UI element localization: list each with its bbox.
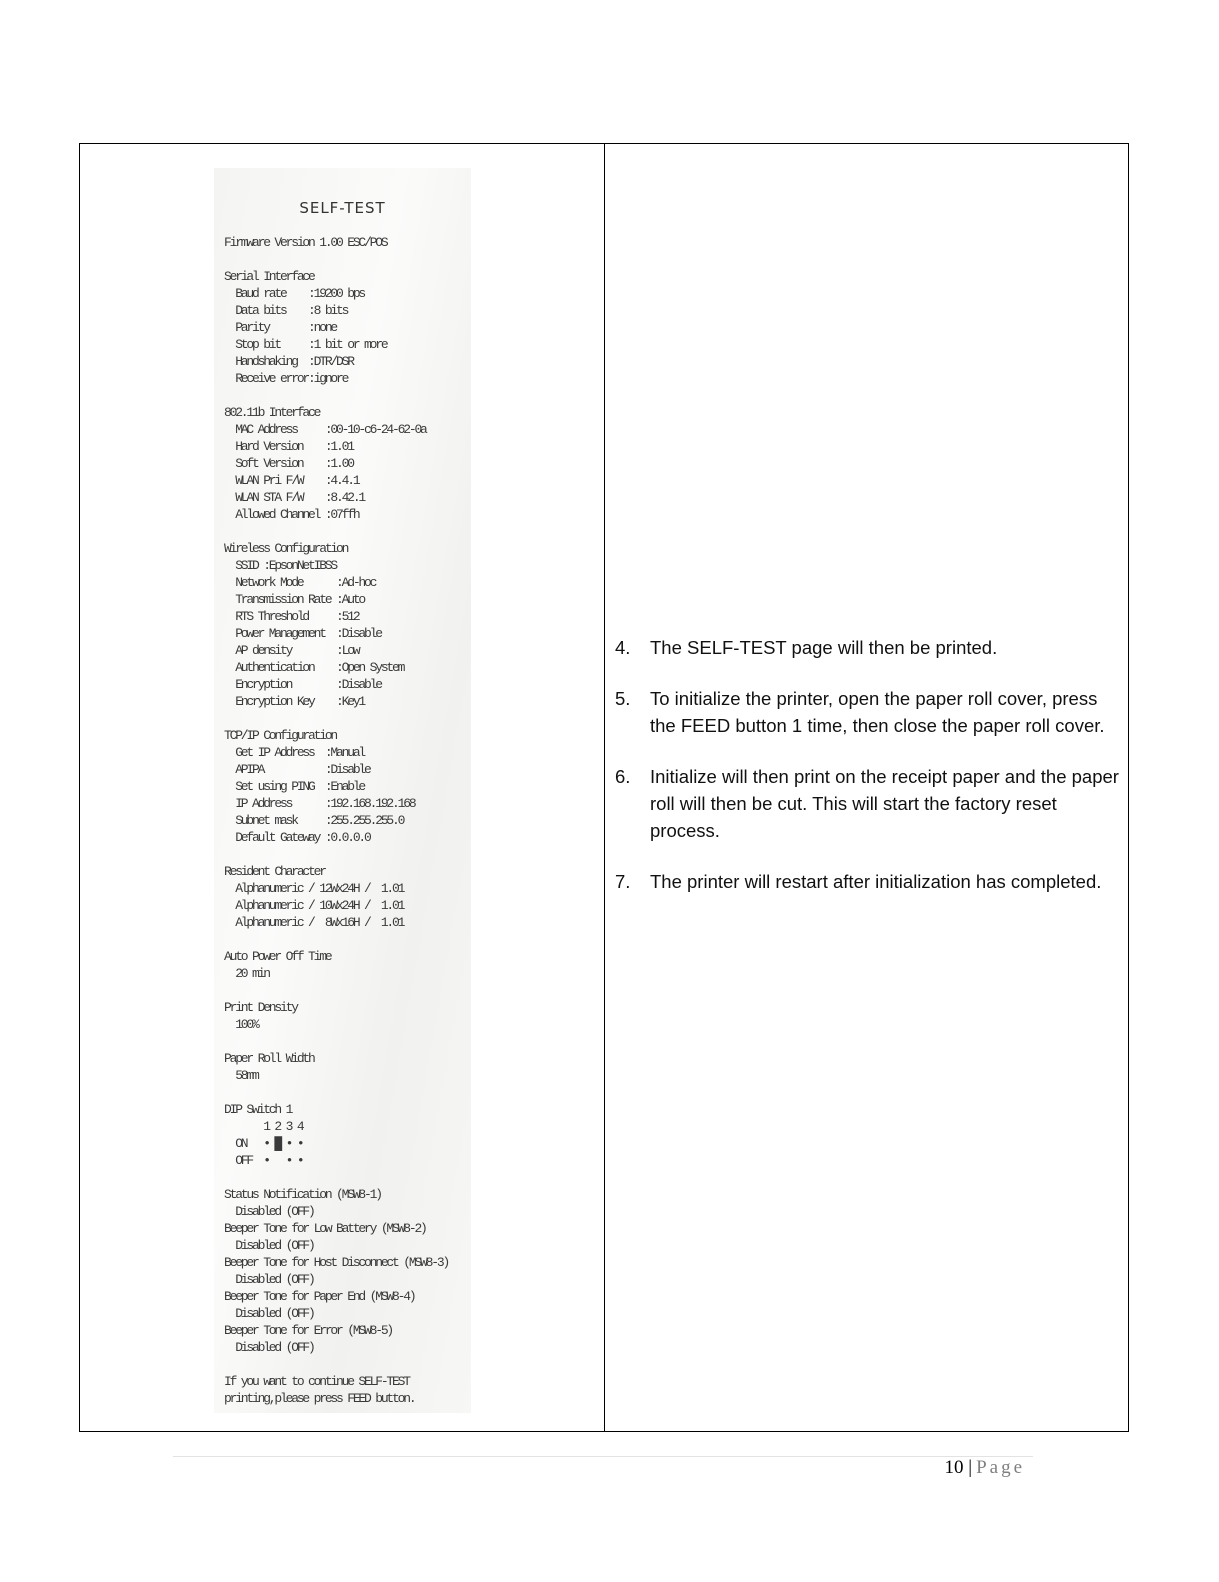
receipt-line: Beeper Tone for Low Battery (MSW8-2): [224, 1221, 426, 1236]
receipt-line: Encryption :Disable: [224, 677, 381, 692]
receipt-line: Alphanumeric / 10Wx24H / 1.01: [224, 898, 404, 913]
receipt-line: Auto Power Off Time: [224, 949, 331, 964]
receipt-line: Disabled (OFF): [224, 1238, 314, 1253]
page-footer: [945, 1457, 1026, 1479]
receipt-section: [224, 1101, 448, 1169]
receipt-section: [224, 1373, 448, 1407]
receipt-body: [224, 234, 448, 1424]
receipt-line: 58mm: [224, 1068, 258, 1083]
receipt-section: [224, 234, 448, 251]
receipt-line: 100%: [224, 1017, 258, 1032]
receipt-line: TCP/IP Configuration: [224, 728, 337, 743]
step-number: 5.: [615, 688, 631, 709]
step-text: The SELF-TEST page will then be printed.: [650, 637, 998, 658]
receipt-line: Soft Version :1.00: [224, 456, 353, 471]
receipt-line: Beeper Tone for Error (MSW8-5): [224, 1323, 393, 1338]
receipt-line: Handshaking :DTR/DSR: [224, 354, 353, 369]
receipt-section: [224, 727, 448, 846]
step-number: 4.: [615, 637, 631, 658]
receipt-line: DIP Switch 1: [224, 1102, 292, 1117]
footer-separator: |: [968, 1457, 973, 1478]
receipt-line: Wireless Configuration: [224, 541, 348, 556]
page-label: Page: [976, 1457, 1025, 1478]
receipt-line: Firmware Version 1.00 ESC/POS: [224, 235, 387, 250]
step-number: 6.: [615, 766, 631, 787]
receipt-line: printing,please press FEED button.: [224, 1391, 415, 1406]
receipt-section: [224, 948, 448, 982]
receipt-line: Serial Interface: [224, 269, 314, 284]
receipt-line: Disabled (OFF): [224, 1306, 314, 1321]
receipt-section: [224, 540, 448, 710]
step-item: [615, 868, 1125, 895]
receipt-line: Parity :none: [224, 320, 337, 335]
receipt-title: SELF-TEST: [299, 199, 386, 217]
receipt-line: WLAN Pri F/W :4.4.1: [224, 473, 359, 488]
receipt-line: Beeper Tone for Host Disconnect (MSW8-3): [224, 1255, 449, 1270]
receipt-line: Allowed Channel :07ffh: [224, 507, 359, 522]
receipt-line: Resident Character: [224, 864, 325, 879]
receipt-line: IP Address :192.168.192.168: [224, 796, 415, 811]
receipt-line: Power Management :Disable: [224, 626, 381, 641]
self-test-receipt-image: [214, 168, 471, 1413]
receipt-line: Alphanumeric / 12Wx24H / 1.01: [224, 881, 404, 896]
step-text: The printer will restart after initialization has completed.: [650, 871, 1102, 892]
receipt-line: Beeper Tone for Paper End (MSW8-4): [224, 1289, 415, 1304]
receipt-line: APIPA :Disable: [224, 762, 370, 777]
receipt-line: AP density :Low: [224, 643, 359, 658]
receipt-line: 1 2 3 4: [224, 1119, 303, 1134]
receipt-line: Authentication :Open System: [224, 660, 404, 675]
receipt-line: Disabled (OFF): [224, 1272, 314, 1287]
receipt-line: Alphanumeric / 8Wx16H / 1.01: [224, 915, 404, 930]
receipt-line: Default Gateway :0.0.0.0: [224, 830, 370, 845]
column-divider: [604, 144, 605, 1431]
receipt-line: Data bits :8 bits: [224, 303, 348, 318]
receipt-line: RTS Threshold :512: [224, 609, 359, 624]
step-text: To initialize the printer, open the paper roll cover, press the FEED button 1 time, then close the paper roll cover.: [650, 688, 1105, 736]
receipt-line: Baud rate :19200 bps: [224, 286, 365, 301]
receipt-line: If you want to continue SELF-TEST: [224, 1374, 409, 1389]
receipt-line: Hard Version :1.01: [224, 439, 353, 454]
receipt-line: Subnet mask :255.255.255.0: [224, 813, 404, 828]
receipt-section: [224, 863, 448, 931]
receipt-line: Stop bit :1 bit or more: [224, 337, 387, 352]
receipt-line: Print Density: [224, 1000, 297, 1015]
receipt-line: MAC Address :00-10-c6-24-62-0a: [224, 422, 426, 437]
content-table: [79, 143, 1129, 1432]
step-number: 7.: [615, 871, 631, 892]
receipt-section: [224, 404, 448, 523]
receipt-line: Transmission Rate :Auto: [224, 592, 365, 607]
receipt-line: Disabled (OFF): [224, 1204, 314, 1219]
step-item: [615, 634, 1125, 661]
receipt-line: Set using PING :Enable: [224, 779, 365, 794]
receipt-line: Get IP Address :Manual: [224, 745, 365, 760]
receipt-line: Network Mode :Ad-hoc: [224, 575, 376, 590]
receipt-section: [224, 1050, 448, 1084]
step-item: [615, 763, 1125, 844]
receipt-line: Status Notification (MSW8-1): [224, 1187, 381, 1202]
instruction-steps: [615, 634, 1125, 919]
receipt-line: 802.11b Interface: [224, 405, 320, 420]
receipt-line: Receive error:ignore: [224, 371, 348, 386]
receipt-line: WLAN STA F/W :8.42.1: [224, 490, 365, 505]
step-item: [615, 685, 1125, 739]
page-number: 10: [944, 1457, 964, 1478]
receipt-line: 20 min: [224, 966, 269, 981]
step-text: Initialize will then print on the receipt paper and the paper roll will then be cut. This will start the factory reset process.: [650, 766, 1119, 841]
receipt-line: Encryption Key :Key1: [224, 694, 365, 709]
receipt-line: Paper Roll Width: [224, 1051, 314, 1066]
receipt-line: OFF • • •: [224, 1153, 303, 1168]
receipt-section: [224, 268, 448, 387]
receipt-line: ON • █ • •: [224, 1136, 303, 1151]
receipt-line: Disabled (OFF): [224, 1340, 314, 1355]
footer-rule: [173, 1456, 1033, 1457]
receipt-section: [224, 999, 448, 1033]
receipt-line: SSID :EpsonNetIBSS: [224, 558, 337, 573]
receipt-section: [224, 1186, 448, 1356]
